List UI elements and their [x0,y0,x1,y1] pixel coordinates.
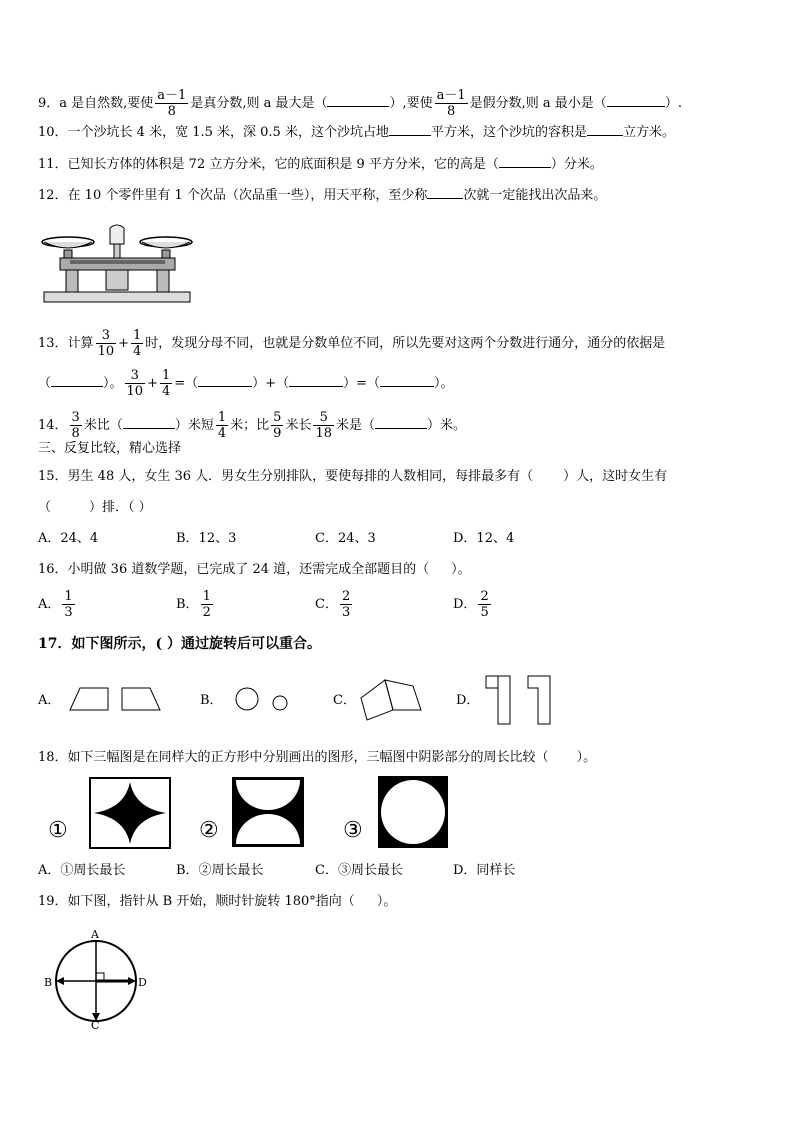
text: 平方米，这个沙坑的容积是 [430,125,587,140]
text: ）. [664,96,682,111]
fraction [160,368,172,399]
plus-sign: + [118,336,130,351]
fraction [62,589,74,620]
question-number: 10． [38,125,68,140]
text: ）米短 [174,418,214,433]
denominator: 8 [167,104,176,119]
question-number: 18． [38,750,68,765]
text: 是假分数,则 a 最小是（ [469,96,607,111]
denominator: 8 [447,104,456,119]
text: ）米。 [427,418,467,433]
numerator: 3 [71,410,80,425]
figure-label-1: ① [48,818,68,843]
answer-blank[interactable] [380,386,434,387]
answer-blank[interactable] [327,106,389,107]
fraction [478,589,490,620]
option-c[interactable]: C． [333,693,356,708]
text: 男生 48 人，女生 36 人．男女生分别排队，要使每排的人数相同，每排最多有（ [67,469,534,484]
figure-3-circle [377,775,449,849]
answer-blank[interactable] [607,106,665,107]
question-number: 16． [38,562,68,577]
option-d[interactable] [453,589,493,620]
numerator: 1 [202,589,211,604]
rotated-shapes-figure [359,676,423,722]
question-13 [38,328,665,359]
question-number: 9． [38,96,60,111]
text: 小明做 36 道数学题，已完成了 24 道，还需完成全部题目的（ [67,562,430,577]
numerator: 5 [313,410,334,426]
fraction [313,410,334,441]
text: （ [38,500,52,515]
question-15 [38,469,667,485]
question-18 [38,750,596,766]
compass-label-c: C [91,1019,100,1032]
answer-blank[interactable] [289,386,343,387]
question-9 [38,88,682,119]
denominator: 3 [64,605,73,620]
answer-blank[interactable] [123,428,175,429]
text: 米是（ [336,418,376,433]
option-label: C． [315,597,338,612]
fraction [125,368,146,399]
text: 米长 [285,418,312,433]
text: ）。 [576,750,597,765]
answer-blank[interactable] [51,386,103,387]
plus-sign: + [147,376,158,391]
fraction [435,88,468,119]
numerator: 1 [161,368,171,383]
figure-1-star [89,777,171,849]
fraction [216,410,228,441]
option-a[interactable]: A．①周长最长 [38,863,126,878]
figure-label-3: ③ [343,818,363,843]
denominator: 4 [161,384,171,399]
text: ）。 [451,562,471,577]
question-16 [38,562,471,578]
figure-2-semicircles [232,777,304,847]
denominator: 2 [202,605,211,620]
answer-blank[interactable] [427,198,463,199]
denominator: 10 [126,384,144,399]
denominator: 4 [217,426,227,441]
text: 已知长方体的体积是 72 立方分米，它的底面积是 9 平方分米，它的高是（ [67,157,499,172]
text: ）=（ [343,376,380,391]
text: a 是自然数,要使 [59,96,154,111]
numerator: 2 [480,589,489,604]
option-a[interactable]: A．24、4 [38,531,99,546]
denominator: 9 [273,426,282,441]
numerator: a－1 [157,88,187,103]
option-c[interactable]: C．③周长最长 [315,863,403,878]
fraction [340,589,352,620]
option-d[interactable]: D． [456,693,480,708]
text: ）,要使 [389,96,433,111]
question-number: 12． [38,188,68,203]
text: 在 10 个零件里有 1 个次品（次品重一些），用天平称，至少称 [67,188,428,203]
text: 立方米。 [622,125,675,140]
answer-blank[interactable] [587,135,623,136]
denominator: 4 [133,344,142,359]
option-b[interactable]: B．②周长最长 [176,863,264,878]
question-number: 11． [38,157,68,172]
option-label: A． [38,597,61,612]
answer-blank[interactable] [198,386,252,387]
question-number: 17． [38,636,72,652]
section-heading: 三、反复比较，精心选择 [38,441,182,456]
option-b[interactable] [176,589,215,620]
option-b[interactable]: B．12、3 [176,531,237,546]
text: 如下图，指针从 B 开始，顺时针旋转 180°指向（ [67,894,355,909]
option-d[interactable]: D．同样长 [453,863,516,878]
option-a[interactable]: A． [38,693,61,708]
denominator: 8 [71,426,80,441]
fraction [70,410,82,441]
text: ）分米。 [550,157,603,172]
text: 米；比 [230,418,270,433]
trapezoid-pair-figure [68,686,164,712]
text: 时，发现分母不同，也就是分数单位不同，所以先要对这两个分数进行通分，通分的依据是 [145,336,666,351]
text: 是真分数,则 a 最大是（ [190,96,328,111]
fraction [201,589,213,620]
fraction [131,328,143,359]
option-b[interactable]: B． [200,693,223,708]
figure-label-2: ② [199,818,219,843]
question-11 [38,157,603,173]
balance-scale-image [40,220,195,308]
question-15-line-2 [38,500,152,516]
numerator: 3 [125,368,146,384]
answer-blank[interactable] [389,135,431,136]
text: ）人，这时女生有 [563,469,668,484]
text: （ [38,376,52,391]
text: ）+（ [252,376,290,391]
denominator: 3 [341,605,351,620]
numerator: 3 [96,328,117,344]
numerator: 1 [64,589,73,604]
circles-figure [234,686,290,714]
text: ）。 [103,376,123,391]
question-number: 13． [38,336,68,351]
text: 一个沙坑长 4 米，宽 1.5 米，深 0.5 米，这个沙坑占地 [67,125,389,140]
denominator: 10 [97,344,115,359]
compass-label-b: B [44,976,53,989]
text: ）。 [433,376,454,391]
l-shapes-figure [484,674,554,726]
text: 次就一定能找出次品来。 [463,188,607,203]
text: ）。 [376,894,397,909]
text: =（ [174,376,199,391]
denominator: 5 [480,605,489,620]
numerator: 1 [133,328,142,343]
text: 如下图所示，( ）通过旋转后可以重合。 [71,636,321,652]
question-10 [38,125,675,141]
option-c[interactable]: C．24、3 [315,531,376,546]
answer-blank[interactable] [375,428,427,429]
answer-blank[interactable] [499,167,551,168]
numerator: 5 [273,410,282,425]
question-13-line-2 [38,368,454,399]
option-label: D． [453,597,477,612]
question-12 [38,188,606,204]
compass-label-d: D [138,976,147,989]
option-label: B． [176,597,199,612]
text: 米比（ [83,418,123,433]
option-c[interactable] [315,589,354,620]
question-number: 19． [38,894,68,909]
question-17 [38,636,321,652]
option-d[interactable]: D．12、4 [453,531,515,546]
denominator: 18 [315,426,332,441]
question-19 [38,894,396,910]
fraction [155,88,188,119]
numerator: a－1 [436,88,466,103]
question-14 [38,410,466,441]
compass-label-a: A [91,928,99,941]
numerator: 1 [217,410,227,425]
question-number: 14． [38,418,68,433]
numerator: 2 [341,589,351,604]
text: 计算 [67,336,94,351]
fraction [271,410,283,441]
option-a[interactable] [38,589,77,620]
fraction [96,328,117,359]
text: 如下三幅图是在同样大的正方形中分别画出的图形，三幅图中阴影部分的周长比较（ [67,750,549,765]
text: ）排．（ ） [89,500,152,515]
question-number: 15． [38,469,68,484]
